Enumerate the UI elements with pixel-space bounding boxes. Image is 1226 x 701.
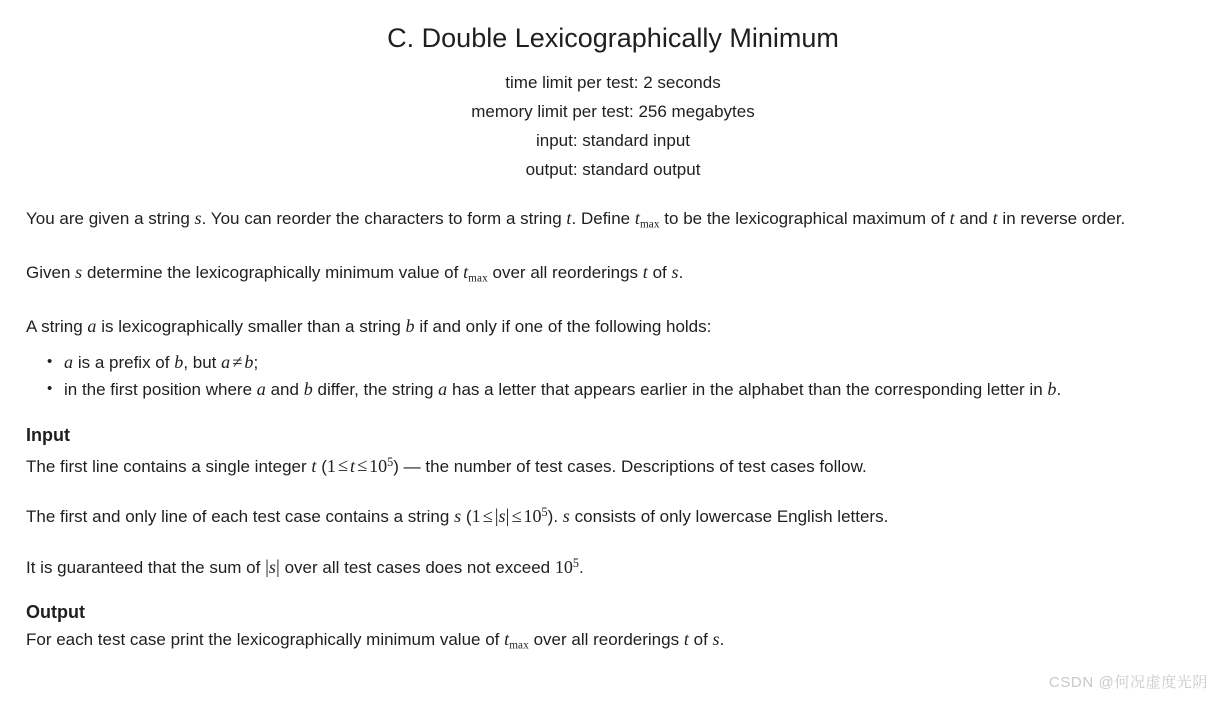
math-var-tmax: t bbox=[634, 208, 640, 229]
math-var-tmax: t bbox=[504, 629, 510, 650]
math-var-b: b bbox=[244, 351, 254, 372]
math-number-one: 1 bbox=[326, 455, 336, 476]
text-fragment: . bbox=[678, 262, 684, 282]
text-fragment: ( bbox=[316, 456, 327, 476]
text-fragment: A string bbox=[26, 316, 88, 336]
time-limit-line: time limit per test: 2 seconds bbox=[505, 73, 721, 93]
legend-paragraph-3 bbox=[26, 314, 1200, 339]
output-section-title: Output bbox=[26, 602, 85, 623]
math-var-t: t bbox=[992, 208, 998, 229]
math-var-t: t bbox=[311, 455, 317, 476]
math-abs-bar-open: | bbox=[494, 506, 499, 528]
math-var-s: s bbox=[671, 261, 679, 282]
math-var-s: s bbox=[454, 506, 462, 527]
text-fragment: consists of only lowercase English letters. bbox=[569, 507, 889, 527]
text-fragment: . You can reorder the characters to form a string bbox=[201, 209, 567, 229]
text-fragment: in the first position where bbox=[64, 379, 257, 399]
math-var-s: s bbox=[712, 629, 720, 650]
text-fragment: The first and only line of each test case contains a string bbox=[26, 507, 455, 527]
text-fragment: . bbox=[719, 630, 725, 650]
text-fragment: . bbox=[1056, 379, 1062, 399]
math-var-a: a bbox=[256, 378, 266, 399]
text-fragment: differ, the string bbox=[312, 379, 439, 399]
text-fragment: ). bbox=[547, 507, 563, 527]
text-fragment: Given bbox=[26, 262, 76, 282]
math-var-t: t bbox=[683, 629, 689, 650]
math-abs-bar-close: | bbox=[276, 557, 280, 579]
math-subscript-max: max bbox=[509, 639, 529, 652]
output-spec-line: output: standard output bbox=[525, 160, 701, 180]
math-var-s: s bbox=[75, 261, 83, 282]
list-item bbox=[64, 376, 1200, 403]
math-var-t: t bbox=[642, 261, 648, 282]
math-not-equal-operator: ≠ bbox=[232, 351, 243, 372]
text-fragment: It is guaranteed that the sum of bbox=[26, 558, 266, 578]
input-spec-line: input: standard input bbox=[535, 131, 691, 151]
input-paragraph-1 bbox=[26, 450, 1200, 479]
text-fragment: and bbox=[954, 209, 993, 229]
text-fragment: in reverse order. bbox=[997, 209, 1126, 229]
math-var-b: b bbox=[405, 315, 415, 336]
output-section bbox=[26, 602, 1200, 658]
math-exponent: 5 bbox=[541, 505, 548, 520]
math-var-b: b bbox=[1047, 378, 1057, 399]
math-var-b: b bbox=[174, 351, 184, 372]
text-fragment: of bbox=[688, 630, 713, 650]
input-paragraph-3 bbox=[26, 551, 1200, 580]
legend-paragraph-2 bbox=[26, 260, 1200, 291]
math-var-b: b bbox=[303, 378, 313, 399]
text-fragment: determine the lexicographically minimum value of bbox=[82, 262, 464, 282]
math-var-s: s bbox=[194, 208, 202, 229]
math-less-equal-operator: ≤ bbox=[357, 455, 368, 476]
csdn-watermark: CSDN @何况虚度光阴 bbox=[1048, 674, 1208, 691]
math-var-a: a bbox=[221, 351, 231, 372]
problem-header bbox=[0, 0, 1226, 184]
math-var-a: a bbox=[438, 378, 448, 399]
text-fragment: . Define bbox=[571, 209, 635, 229]
math-exponent: 5 bbox=[572, 556, 579, 571]
problem-statement-body bbox=[0, 206, 1226, 657]
math-var-s: s bbox=[498, 506, 506, 527]
math-subscript-max: max bbox=[468, 272, 488, 285]
text-fragment: is a prefix of bbox=[73, 352, 175, 372]
text-fragment: of bbox=[647, 262, 672, 282]
text-fragment: over all reorderings bbox=[528, 630, 684, 650]
math-number-ten: 10 bbox=[369, 455, 388, 476]
math-var-t: t bbox=[566, 208, 572, 229]
text-fragment: ; bbox=[253, 352, 259, 372]
math-number-one: 1 bbox=[471, 506, 481, 527]
math-var-t: t bbox=[949, 208, 955, 229]
text-fragment: over all test cases does not exceed bbox=[279, 558, 555, 578]
text-fragment: is lexicographically smaller than a string bbox=[96, 316, 406, 336]
math-abs-bar-open: | bbox=[265, 557, 269, 579]
page-title: C. Double Lexicographically Minimum bbox=[387, 23, 839, 53]
text-fragment: You are given a string bbox=[26, 209, 195, 229]
text-fragment: For each test case print the lexicographically minimum value of bbox=[26, 630, 505, 650]
input-paragraph-2 bbox=[26, 500, 1200, 529]
math-subscript-max: max bbox=[639, 218, 660, 231]
text-fragment: . bbox=[578, 558, 584, 578]
math-number-ten: 10 bbox=[523, 506, 542, 527]
output-paragraph-1 bbox=[26, 627, 1200, 658]
math-exponent: 5 bbox=[387, 454, 394, 469]
math-var-tmax: t bbox=[463, 261, 469, 282]
math-var-a: a bbox=[64, 351, 74, 372]
input-section bbox=[26, 425, 1200, 581]
text-fragment: to be the lexicographical maximum of bbox=[659, 209, 950, 229]
text-fragment: ( bbox=[461, 507, 472, 527]
text-fragment: if and only if one of the following holds: bbox=[414, 316, 712, 336]
list-item bbox=[64, 349, 1200, 376]
text-fragment: over all reorderings bbox=[487, 262, 643, 282]
lexicographic-conditions-list bbox=[26, 349, 1200, 403]
legend-paragraph-1 bbox=[26, 206, 1200, 237]
text-fragment: The first line contains a single integer bbox=[26, 456, 312, 476]
math-less-equal-operator: ≤ bbox=[482, 506, 493, 527]
math-var-a: a bbox=[87, 315, 97, 336]
math-var-s: s bbox=[268, 557, 277, 578]
text-fragment: has a letter that appears earlier in the alphabet than the corresponding letter in bbox=[447, 379, 1048, 399]
math-var-t: t bbox=[349, 455, 356, 476]
math-number-ten: 10 bbox=[554, 557, 573, 578]
memory-limit-line: memory limit per test: 256 megabytes bbox=[471, 102, 755, 122]
math-less-equal-operator: ≤ bbox=[337, 455, 348, 476]
math-abs-bar-close: | bbox=[505, 506, 510, 528]
text-fragment: , but bbox=[183, 352, 222, 372]
math-less-equal-operator: ≤ bbox=[511, 506, 522, 527]
input-section-title: Input bbox=[26, 424, 70, 445]
math-var-s: s bbox=[562, 506, 570, 527]
text-fragment: and bbox=[265, 379, 304, 399]
text-fragment: ) — the number of test cases. Descriptions of test cases follow. bbox=[393, 456, 867, 476]
